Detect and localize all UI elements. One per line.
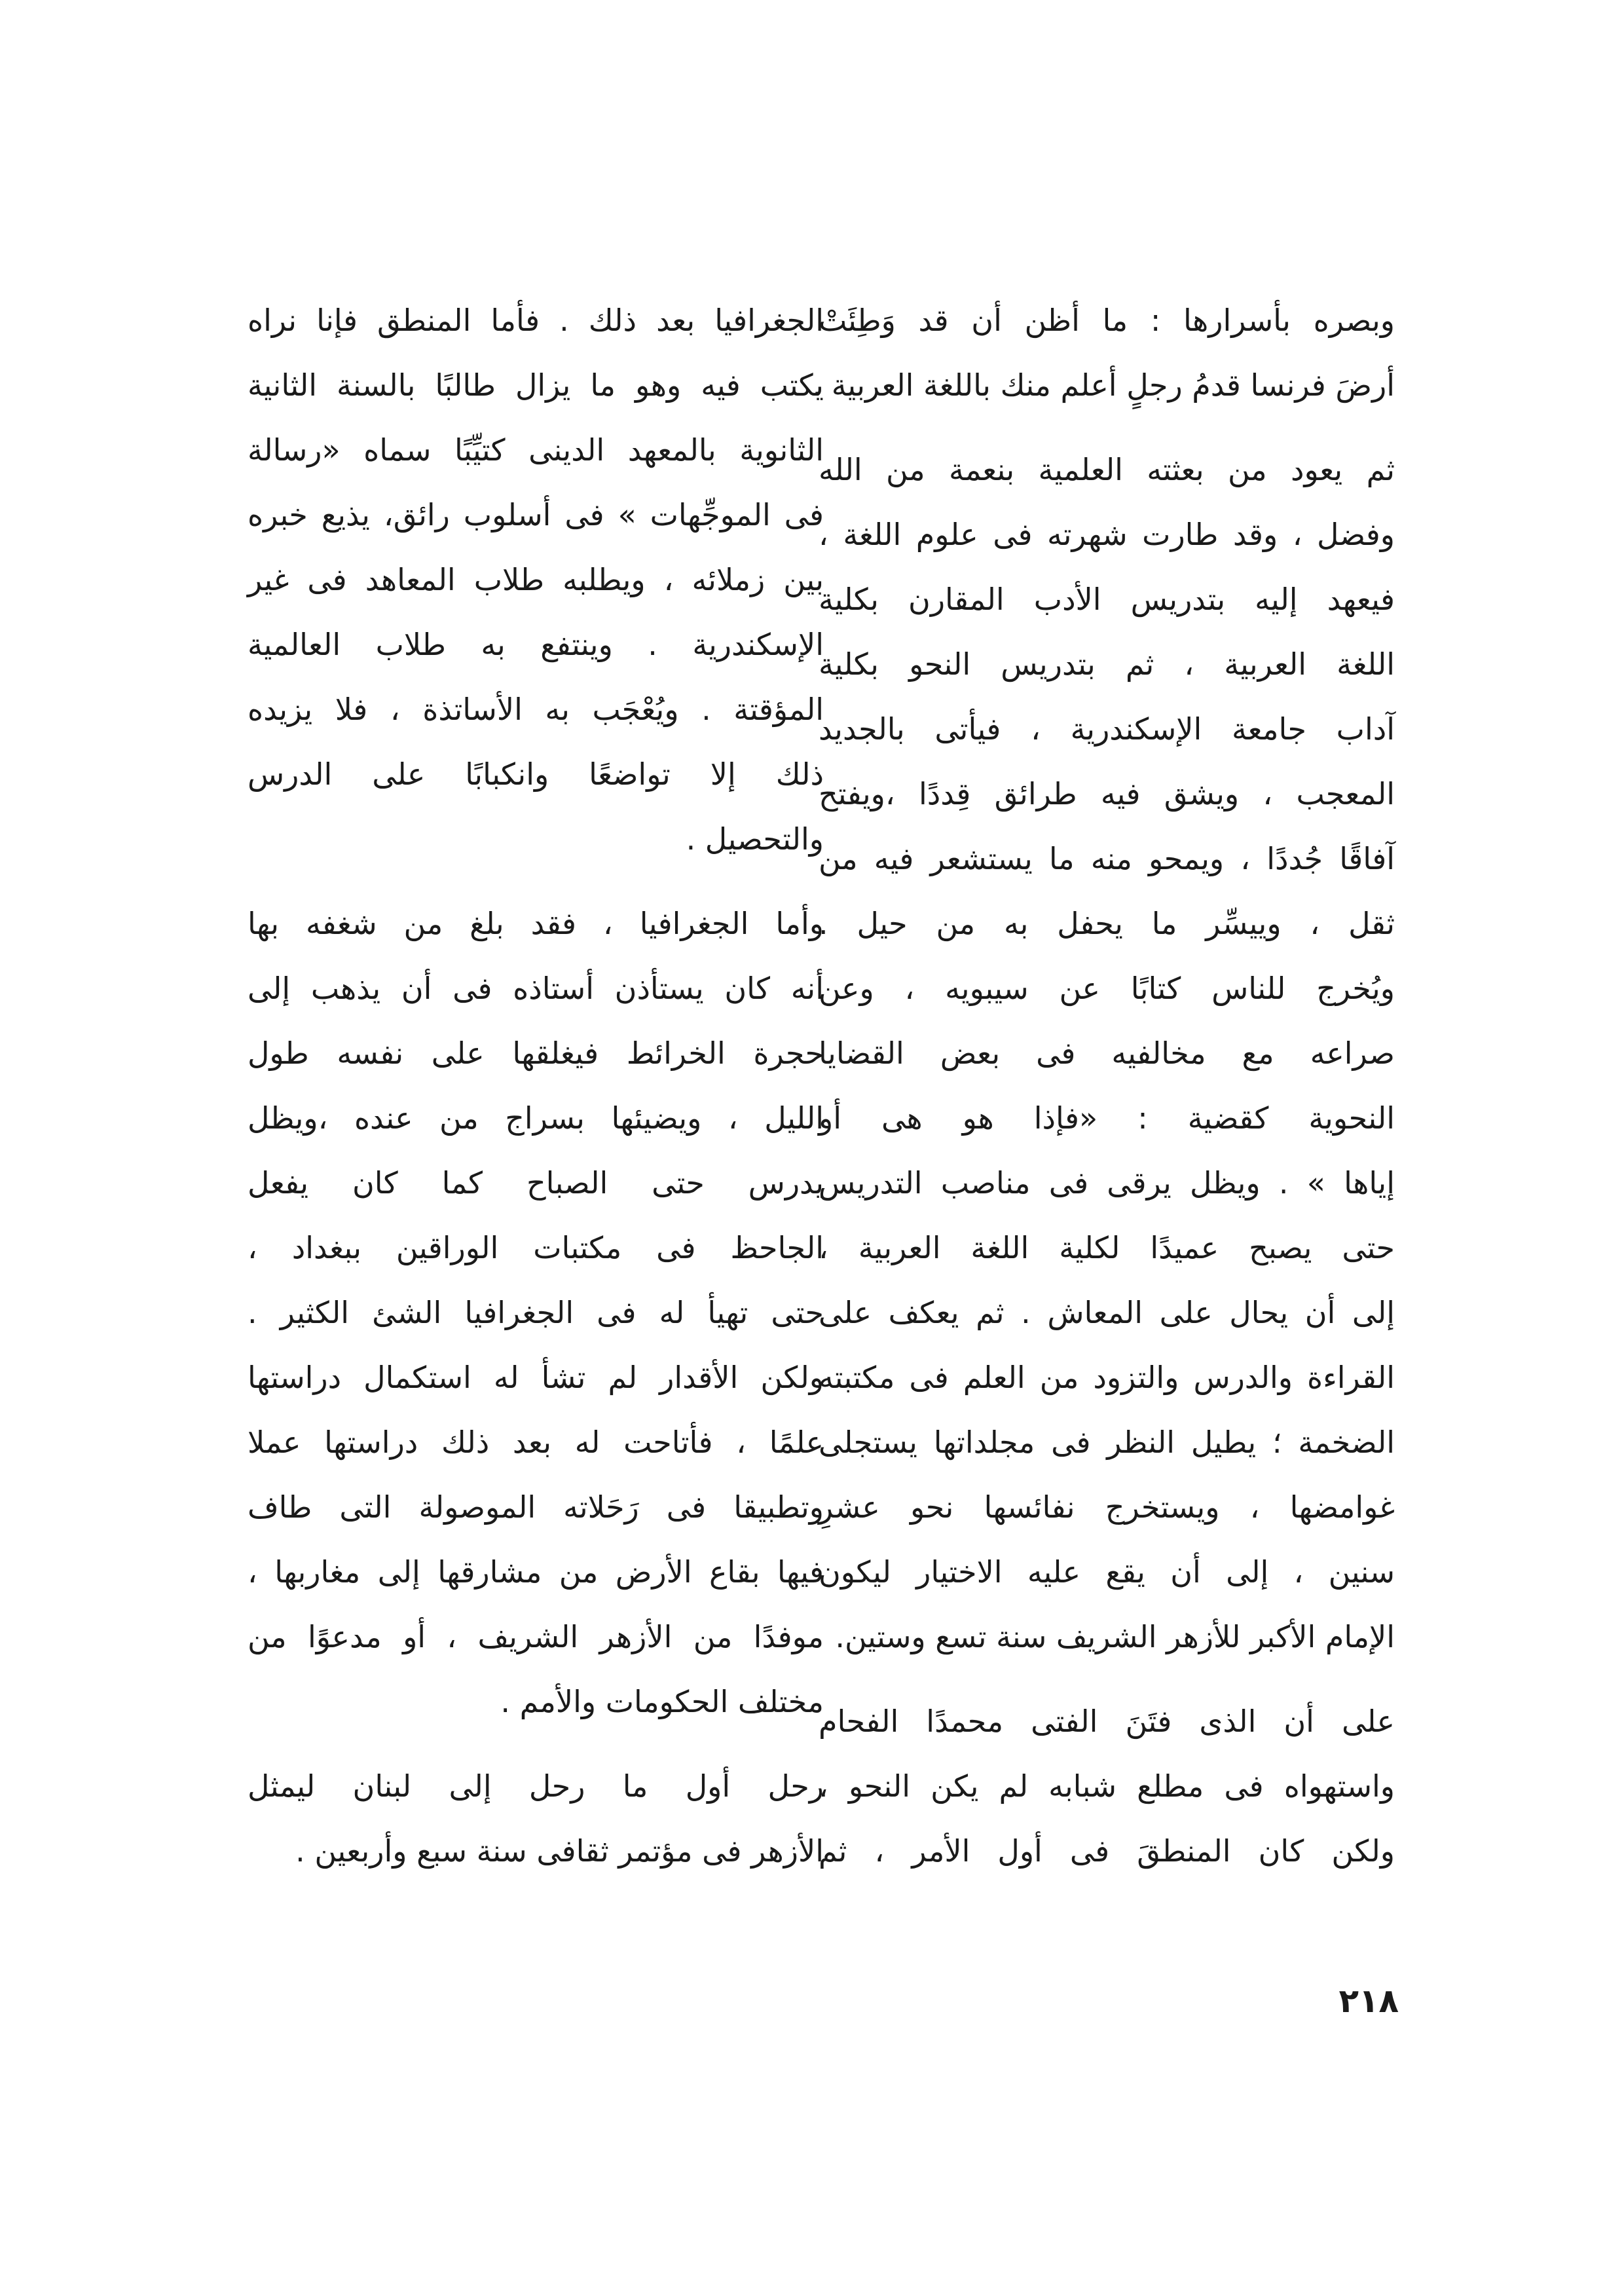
text-line: الإسكندرية . وينتفع به طلاب العالمية	[248, 627, 824, 662]
paragraph-gap	[248, 872, 824, 891]
right-column	[812, 288, 1395, 1884]
text-line: وبصره بأسرارها : ما أظن أن قد وَطِئَتْ	[819, 303, 1395, 338]
paragraph-gap	[248, 1734, 824, 1754]
text-line: إلى أن يحال على المعاش . ثم يعكف على	[819, 1295, 1395, 1330]
text-line: الأزهر فى مؤتمر ثقافى سنة سبع وأربعين .	[295, 1833, 824, 1869]
text-line: موفدًا من الأزهر الشريف ، أو مدعوًا من	[248, 1619, 824, 1654]
text-line: ولكن كان المنطقَ فى أول الأمر ، ثم	[819, 1833, 1395, 1869]
text-line: سنين ، إلى أن يقع عليه الاختيار ليكون	[819, 1554, 1395, 1590]
text-line: الثانوية بالمعهد الدينى كتيِّبًا سماه «رسالة	[248, 432, 824, 468]
text-line: وأما الجغرافيا ، فقد بلغ من شغفه بها	[248, 906, 824, 941]
text-line: أرضَ فرنسا قدمُ رجلٍ أعلم منك باللغة العربية .	[812, 367, 1395, 403]
text-line: اللغة العربية ، ثم بتدريس النحو بكلية	[819, 646, 1395, 682]
text-line: آفاقًا جُددًا ، ويمحو منه ما يستشعر فيه من	[819, 841, 1395, 876]
text-line: حتى تهيأ له فى الجغرافيا الشئ الكثير .	[248, 1295, 824, 1330]
text-line: رحل أول ما رحل إلى لبنان ليمثل	[248, 1768, 824, 1804]
text-line: حتى يصبح عميدًا لكلية اللغة العربية ،	[819, 1230, 1395, 1265]
text-line: صراعه مع مخالفيه فى بعض القضايا	[819, 1036, 1395, 1071]
text-line: فى الموجِّهات » فى أسلوب رائق، يذيع خبره	[248, 497, 824, 532]
text-line: الضخمة ؛ يطيل النظر فى مجلداتها يستجلى	[819, 1425, 1395, 1460]
text-line: الليل ، ويضيئها بسراج من عنده ،ويظل	[248, 1100, 824, 1136]
text-line: علمًا ، فأتاحت له بعد ذلك دراستها عملا	[248, 1425, 824, 1460]
text-line: القراءة والدرس والتزود من العلم فى مكتبته	[819, 1360, 1395, 1395]
text-line: ثم يعود من بعثته العلمية بنعمة من الله	[819, 452, 1395, 487]
text-line: أنه كان يستأذن أستاذه فى أن يذهب إلى	[248, 971, 824, 1006]
text-line: ذلك إلا تواضعًا وانكبابًا على الدرس	[248, 756, 824, 792]
text-line: بين زملائه ، ويطلبه طلاب المعاهد فى غير	[248, 562, 824, 597]
text-line: الجاحظ فى مكتبات الوراقين ببغداد ،	[248, 1230, 824, 1265]
text-line: ولكن الأقدار لم تشأ له استكمال دراستها	[248, 1360, 824, 1395]
text-line: حجرة الخرائط فيغلقها على نفسه طول	[248, 1036, 824, 1071]
text-line: إياها » . ويظل يرقى فى مناصب التدريس	[819, 1165, 1395, 1201]
text-line: غوامضها ، ويستخرج نفائسها نحو عشرِ	[819, 1489, 1395, 1525]
text-line: المعجب ، ويشق فيه طرائق قِددًا ،ويفتح	[819, 776, 1395, 812]
text-line: آداب جامعة الإسكندرية ، فيأتى بالجديد	[819, 711, 1395, 747]
text-line: ثقل ، وييسِّر ما يحفل به من حيل .	[819, 906, 1395, 941]
text-line: فيعهد إليه بتدريس الأدب المقارن بكلية	[819, 582, 1395, 617]
text-line: المؤقتة . ويُعْجَب به الأساتذة ، فلا يزيده	[248, 692, 824, 727]
text-line: والتحصيل .	[686, 821, 824, 857]
page-number: ٢١٨	[1338, 1982, 1399, 2020]
paragraph-gap	[819, 1670, 1395, 1689]
text-line: واستهواه فى مطلع شبابه لم يكن النحو ،	[819, 1768, 1395, 1804]
text-line: وتطبيقا فى رَحَلاته الموصولة التى طاف	[248, 1489, 824, 1525]
text-line: الإمام الأكبر للأزهر الشريف سنة تسع وستين.	[835, 1619, 1395, 1654]
text-line: على أن الذى فتَنَ الفتى محمدًا الفحام	[819, 1704, 1395, 1739]
paragraph-gap	[819, 418, 1395, 438]
text-line: يكتب فيه وهو ما يزال طالبًا بالسنة الثانية	[248, 367, 824, 403]
text-line: النحوية كقضية : «فإذا هو هى أو	[819, 1100, 1395, 1136]
text-line: يدرس حتى الصباح كما كان يفعل	[248, 1165, 824, 1201]
text-line: فيها بقاع الأرض من مشارقها إلى مغاربها ،	[248, 1554, 824, 1590]
text-line: ويُخرج للناس كتابًا عن سيبويه ، وعن	[819, 971, 1395, 1006]
text-line: الجغرافيا بعد ذلك . فأما المنطق فإنا نراه	[248, 303, 824, 338]
text-line: مختلف الحكومات والأمم .	[500, 1684, 824, 1719]
left-column	[248, 288, 824, 1884]
text-line: وفضل ، وقد طارت شهرته فى علوم اللغة ،	[819, 517, 1395, 552]
